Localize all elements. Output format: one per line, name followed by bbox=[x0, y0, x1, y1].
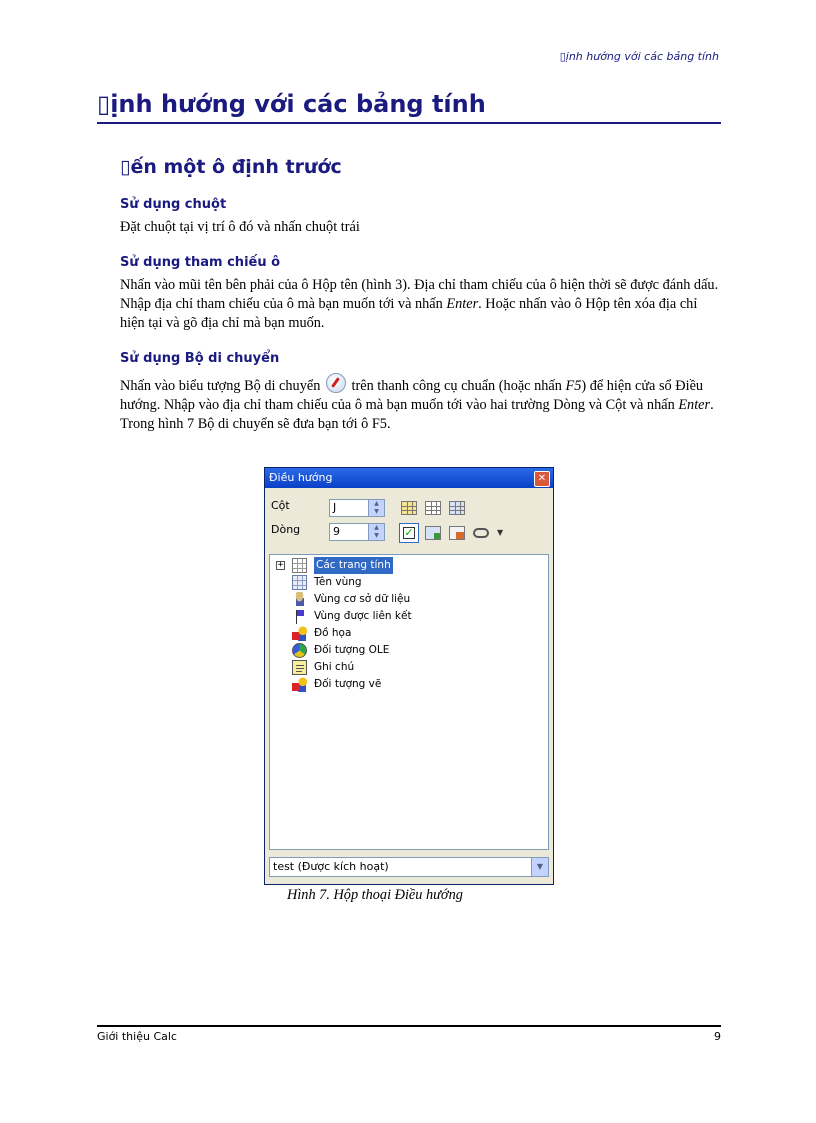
section-heading: ▯ịnh hướng với các bảng tính bbox=[97, 90, 486, 118]
footer-rule bbox=[97, 1025, 721, 1027]
flag-icon bbox=[292, 609, 307, 624]
navigator-icon bbox=[326, 373, 346, 393]
column-value: J bbox=[333, 501, 337, 514]
column-spinbox[interactable] bbox=[329, 499, 385, 517]
database-icon bbox=[292, 592, 307, 607]
row-value: 9 bbox=[333, 525, 340, 538]
running-header: ▯ịnh hướng với các bảng tính bbox=[559, 50, 719, 63]
tree-item-label: Các trang tính bbox=[314, 557, 393, 574]
chevron-down-icon[interactable]: ▼ bbox=[531, 858, 548, 876]
data-range-icon[interactable] bbox=[401, 501, 417, 515]
drawing-icon bbox=[292, 677, 307, 692]
tree-item-label: Đối tượng OLE bbox=[314, 644, 390, 656]
navigator-dialog bbox=[264, 467, 554, 885]
document-select[interactable] bbox=[269, 857, 549, 877]
dialog-title: Điều hướng bbox=[269, 471, 333, 484]
range-grid-icon bbox=[292, 575, 307, 590]
check-icon: ✓ bbox=[404, 526, 414, 539]
graphics-icon bbox=[292, 626, 307, 641]
tree-item-label: Vùng cơ sở dữ liệu bbox=[314, 593, 411, 605]
document-select-value: test (Được kích hoạt) bbox=[273, 860, 389, 873]
link-icon[interactable] bbox=[473, 528, 489, 538]
contents-toggle-button[interactable] bbox=[399, 523, 419, 543]
expand-icon[interactable]: + bbox=[277, 560, 284, 570]
tree-item-label: Ghi chú bbox=[314, 661, 355, 673]
chevron-down-icon[interactable]: ▼ bbox=[497, 528, 504, 537]
range-end-icon[interactable] bbox=[449, 501, 465, 515]
pie-chart-icon bbox=[292, 643, 307, 658]
heading-use-cell-reference: Sử dụng tham chiếu ô bbox=[120, 255, 281, 270]
tree-item-label: Tên vùng bbox=[314, 576, 362, 588]
paragraph-use-mouse: Đặt chuột tại vị trí ô đó và nhấn chuột trái bbox=[120, 219, 360, 235]
heading-use-navigator: Sử dụng Bộ di chuyển bbox=[120, 351, 280, 366]
footer-title: Giới thiệu Calc bbox=[97, 1030, 177, 1043]
close-button[interactable]: ✕ bbox=[534, 471, 550, 487]
note-icon bbox=[292, 660, 307, 675]
page-number: 9 bbox=[714, 1030, 721, 1043]
paragraph-use-navigator: Nhấn vào biểu tượng Bộ di chuyển trên thanh công cụ chuẩn (hoặc nhấn F5) để hiện cửa sổ Điều hướng. Nhập vào địa chỉ tham chiếu của ô mà bạn muốn tới vào hai trường Dòng và Cột và nhấn Enter. Trong hình 7 Bộ di chuyển sẽ đưa bạn tới ô F5. bbox=[120, 373, 722, 434]
navigator-tree[interactable] bbox=[269, 554, 549, 850]
sheet-grid-icon bbox=[292, 558, 307, 573]
tree-item-label: Đồ họa bbox=[314, 627, 352, 639]
row-label: Dòng bbox=[271, 523, 301, 536]
heading-use-mouse: Sử dụng chuột bbox=[120, 197, 227, 212]
column-label: Cột bbox=[271, 499, 290, 512]
paragraph-use-cell-reference: Nhấn vào mũi tên bên phải của ô Hộp tên (hình 3). Địa chỉ tham chiếu của ô hiện thời sẽ được đánh dấu. Nhập địa chỉ tham chiếu của ô mà bạn muốn tới và nhấn Enter. Hoặc nhấn vào ô Hộp tên xóa địa chỉ hiện tại và gõ địa chỉ mà bạn muốn. bbox=[120, 277, 719, 331]
row-spinbox[interactable] bbox=[329, 523, 385, 541]
scenarios-icon[interactable] bbox=[425, 526, 441, 540]
tree-item-label: Đối tượng vẽ bbox=[314, 678, 382, 690]
range-start-icon[interactable] bbox=[425, 501, 441, 515]
figure-caption: Hình 7. Hộp thoại Điều hướng bbox=[287, 887, 463, 903]
heading-rule bbox=[97, 122, 721, 124]
row-spin-buttons[interactable]: ▲ ▼ bbox=[368, 524, 384, 540]
dialog-titlebar[interactable] bbox=[265, 468, 553, 488]
drag-mode-icon[interactable] bbox=[449, 526, 465, 540]
subsection-heading: ▯ến một ô định trước bbox=[120, 156, 342, 178]
column-spin-buttons[interactable]: ▲ ▼ bbox=[368, 500, 384, 516]
tree-item-label: Vùng được liên kết bbox=[314, 610, 412, 622]
